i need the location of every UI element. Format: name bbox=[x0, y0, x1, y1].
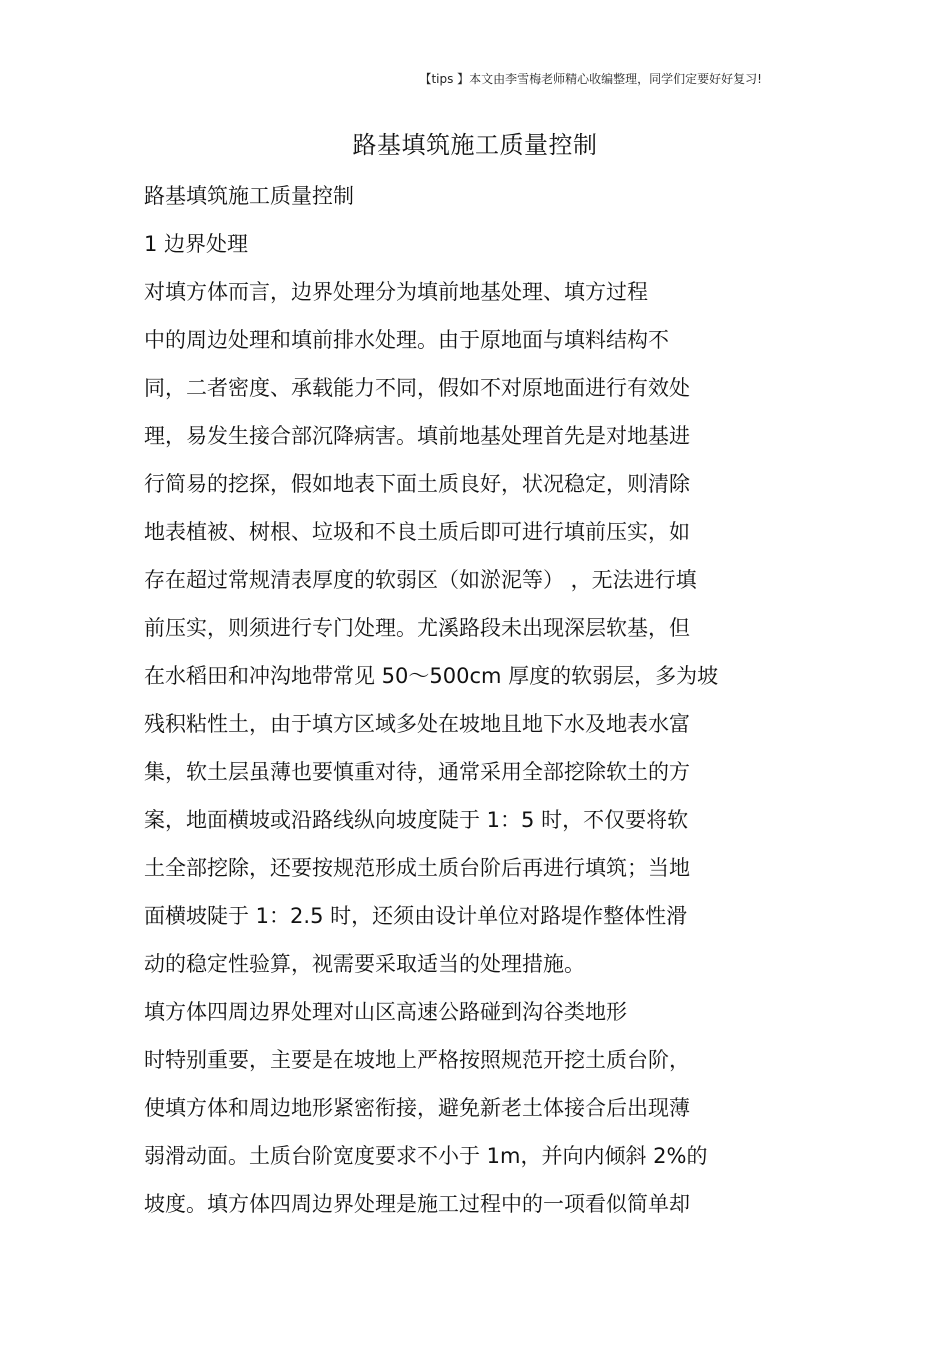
body-line: 理，易发生接合部沉降病害。填前地基处理首先是对地基进 bbox=[144, 424, 690, 448]
body-line: 对填方体而言，边界处理分为填前地基处理、填方过程 bbox=[144, 280, 648, 304]
body-line: 坡度。填方体四周边界处理是施工过程中的一项看似简单却 bbox=[144, 1192, 690, 1216]
body-line: 面横坡陡于 1：2.5 时，还须由设计单位对路堤作整体性滑 bbox=[144, 904, 688, 928]
page-title: 路基填筑施工质量控制 bbox=[352, 131, 598, 159]
document-subtitle: 路基填筑施工质量控制 bbox=[144, 184, 354, 208]
body-line: 弱滑动面。土质台阶宽度要求不小于 1m，并向内倾斜 2%的 bbox=[144, 1144, 708, 1168]
body-line: 动的稳定性验算，视需要采取适当的处理措施。 bbox=[144, 952, 585, 976]
body-line: 案，地面横坡或沿路线纵向坡度陡于 1：5 时，不仅要将软 bbox=[144, 808, 689, 832]
body-line: 行简易的挖探，假如地表下面土质良好，状况稳定，则清除 bbox=[144, 472, 690, 496]
body-line: 时特别重要，主要是在坡地上严格按照规范开挖土质台阶， bbox=[144, 1048, 690, 1072]
body-line: 填方体四周边界处理对山区高速公路碰到沟谷类地形 bbox=[144, 1000, 627, 1024]
body-line: 同，二者密度、承载能力不同，假如不对原地面进行有效处 bbox=[144, 376, 690, 400]
body-line: 集，软土层虽薄也要慎重对待，通常采用全部挖除软土的方 bbox=[144, 760, 690, 784]
section-heading: 1 边界处理 bbox=[144, 232, 249, 256]
body-line: 中的周边处理和填前排水处理。由于原地面与填料结构不 bbox=[144, 328, 669, 352]
body-line: 使填方体和周边地形紧密衔接，避免新老土体接合后出现薄 bbox=[144, 1096, 690, 1120]
body-line: 在水稻田和冲沟地带常见 50～500cm 厚度的软弱层，多为坡 bbox=[144, 664, 719, 688]
tips-header: 【tips 】本文由李雪梅老师精心收编整理，同学们定要好好复习! bbox=[419, 72, 762, 86]
body-line: 残积粘性土，由于填方区域多处在坡地且地下水及地表水富 bbox=[144, 712, 690, 736]
body-line: 土全部挖除，还要按规范形成土质台阶后再进行填筑；当地 bbox=[144, 856, 690, 880]
body-line: 存在超过常规清表厚度的软弱区（如淤泥等） ，无法进行填 bbox=[144, 568, 697, 592]
body-line: 地表植被、树根、垃圾和不良土质后即可进行填前压实，如 bbox=[144, 520, 690, 544]
body-line: 前压实，则须进行专门处理。尤溪路段未出现深层软基，但 bbox=[144, 616, 690, 640]
